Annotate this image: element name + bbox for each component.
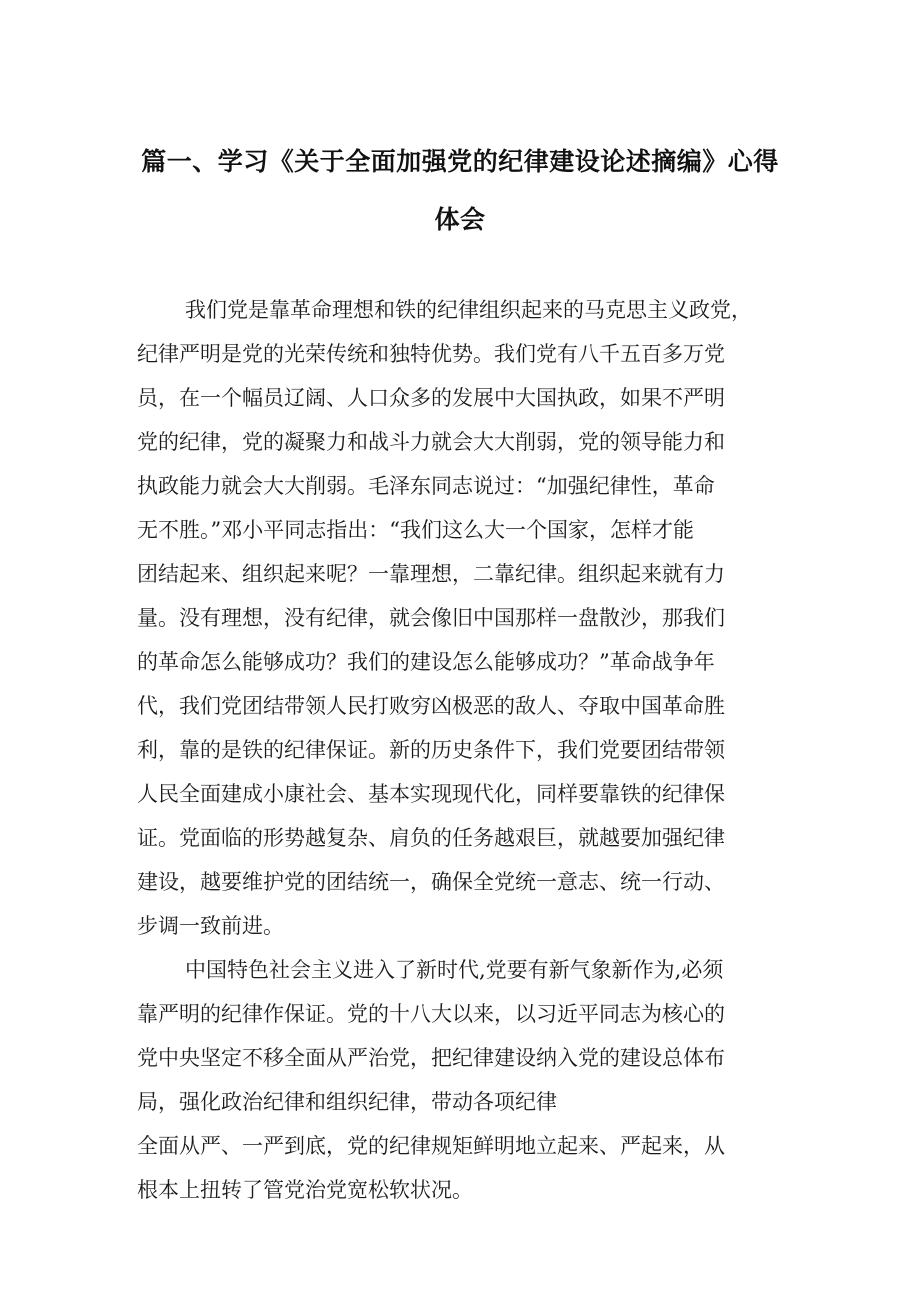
document-title-line-2: 体会 [434,205,486,234]
body-line: 根本上扭转了管党治党宽松软状况。 [137,1178,473,1202]
body-line: 量。没有理想，没有纪律，就会像旧中国那样一盘散沙，那我们 [137,606,725,630]
body-line: 靠严明的纪律作保证。党的十八大以来，以习近平同志为核心的 [137,1002,725,1026]
document-title-line-1: 篇一、学习《关于全面加强党的纪律建设论述摘编》心得 [141,147,779,176]
body-line: 中国特色社会主义进入了新时代,党要有新气象新作为,必须 [185,958,724,982]
body-line: 无不胜。”邓小平同志指出：“我们这么大一个国家，怎样才能 [137,518,694,542]
body-line: 党中央坚定不移全面从严治党，把纪律建设纳入党的建设总体布 [137,1046,725,1070]
body-line: 代，我们党团结带领人民打败穷凶极恶的敌人、夺取中国革命胜 [137,694,725,718]
body-line: 全面从严、一严到底，党的纪律规矩鲜明地立起来、严起来，从 [137,1134,725,1158]
body-line: 执政能力就会大大削弱。毛泽东同志说过：“加强纪律性，革命 [137,474,715,498]
body-line: 步调一致前进。 [137,914,284,938]
body-line: 员，在一个幅员辽阔、人口众多的发展中大国执政，如果不严明 [137,386,725,410]
body-line: 人民全面建成小康社会、基本实现现代化，同样要靠铁的纪律保 [137,782,725,806]
body-line: 利，靠的是铁的纪律保证。新的历史条件下，我们党要团结带领 [137,738,725,762]
body-line: 我们党是靠革命理想和铁的纪律组织起来的马克思主义政党， [185,298,752,322]
body-line: 建设，越要维护党的团结统一，确保全党统一意志、统一行动、 [137,870,725,894]
body-line: 纪律严明是党的光荣传统和独特优势。我们党有八千五百多万党 [137,342,725,366]
body-line: 的革命怎么能够成功？我们的建设怎么能够成功？”革命战争年 [137,650,715,674]
body-line: 局，强化政治纪律和组织纪律，带动各项纪律 [137,1090,557,1114]
body-line: 团结起来、组织起来呢？一靠理想，二靠纪律。组织起来就有力 [137,562,725,586]
body-line: 证。党面临的形势越复杂、肩负的任务越艰巨，就越要加强纪律 [137,826,725,850]
body-line: 党的纪律，党的凝聚力和战斗力就会大大削弱，党的领导能力和 [137,430,725,454]
